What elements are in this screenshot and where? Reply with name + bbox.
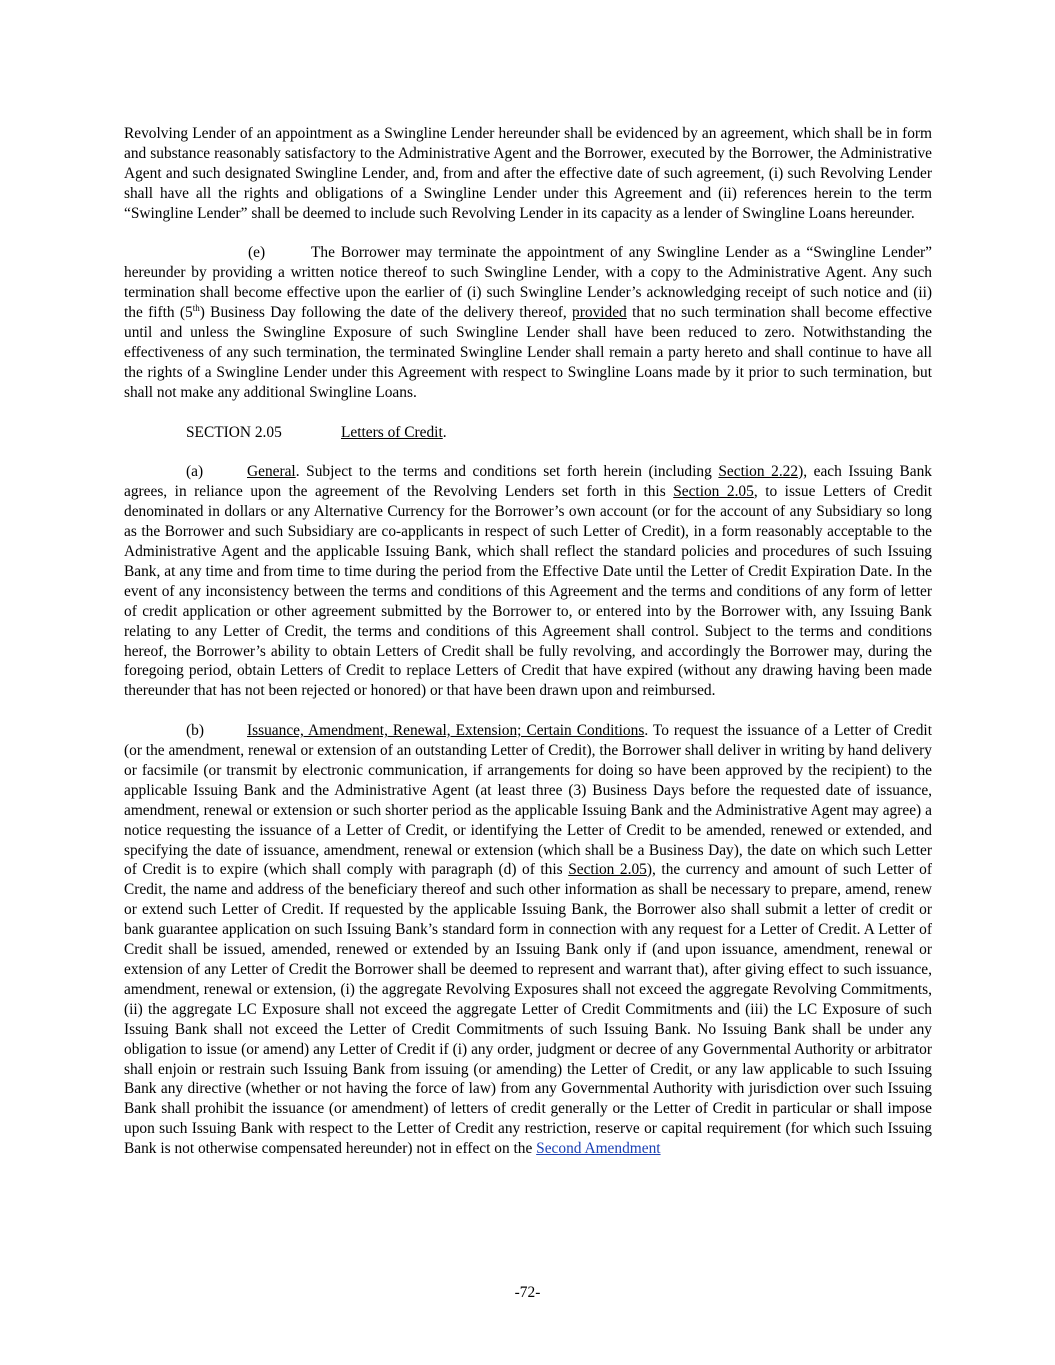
paragraph-continuation: Revolving Lender of an appointment as a Swingline Lender hereunder shall be evidenced by an agreement, which shall be in form and substance reasonably satisfactory to the Administrative Agent and the Borrower, executed by the Borrower, the Administrative Agent and such designated Swingline Lender, and, from and after the effective date of such agreement, (i) such Revolving Lender shall have all the rights and obligations of a Swingline Lender under this Agreement and (ii) references herein to the term “Swingline Lender” shall be deemed to include such Revolving Lender in its capacity as a lender of Swingline Loans hereunder. (124, 125, 932, 222)
paragraph-e (124, 243, 932, 402)
section-title: Letters of Credit (341, 423, 443, 441)
section-title-suffix: . (442, 423, 447, 441)
paragraph-b-text-1: . To request the issuance of a Letter of Credit (or the amendment, renewal or extension of an outstanding Letter of Credit), the Borrower shall deliver in writing by hand delivery or facsimile (or transmit by electronic communication, if arrangements for doing so have been approved by the recipient) to the applicable Issuing Bank and the Administrative Agent (at least three (3) Business Days before the requested date of issuance, amendment, renewal or extension or such shorter period as the applicable Issuing Bank and the Administrative Agent may agree) a notice requesting the issuance of a Letter of Credit, or identifying the Letter of Credit to be amended, renewed or extended, and specifying the date of issuance, amendment, renewal or extension (which shall be a Business Day), the date on which such Letter of Credit is to expire (which shall comply with paragraph (d) of this (124, 722, 932, 879)
paragraph-e-label: (e) (248, 244, 266, 262)
paragraph-a-heading: General (247, 463, 296, 481)
section-ref-2-05: Section 2.05 (673, 483, 754, 501)
paragraph-e-text-2: ) Business Day following the date of the delivery thereof, (199, 304, 573, 322)
paragraph-b-label: (b) (186, 722, 204, 740)
paragraph-a-text-1: . Subject to the terms and conditions set forth herein (including (295, 463, 719, 481)
paragraph-b (124, 721, 932, 1159)
paragraph-e-text-1: The Borrower may terminate the appointment of any Swingline Lender as a “Swingline Lender” hereunder by providing a written notice thereof to such Swingline Lender, with a copy to the Administrative Agent. Any such termination shall become effective upon the earlier of (i) such Swingline Lender’s acknowledging receipt of such notice and (ii) the fifth (5 (124, 244, 932, 322)
document-body (124, 124, 932, 1179)
paragraph-b-heading: Issuance, Amendment, Renewal, Extension; Certain Conditions (247, 722, 645, 740)
provided-term: provided (572, 304, 627, 322)
paragraph-a-text-3: , to issue Letters of Credit denominated in dollars or any Alternative Currency for the Borrower’s own account (or for the account of any Subsidiary so long as the Borrower and such Subsidiary are co-applicants in respect of such Letter of Credit), in a form reasonably acceptable to the Administrative Agent and the applicable Issuing Bank, which shall reflect the standard policies and procedures of such Issuing Bank, at any time and from time to time during the period from the Effective Date until the Letter of Credit Expiration Date. In the event of any inconsistency between the terms and conditions of this Agreement and the terms and conditions of any form of letter of credit application or other agreement submitted by the Borrower to, or entered into by the Borrower with, any Issuing Bank relating to any Letter of Credit, the terms and conditions of this Agreement shall control. Subject to the terms and conditions hereof, the Borrower’s ability to obtain Letters of Credit shall be fully revolving, and accordingly the Borrower may, during the foregoing period, obtain Letters of Credit to replace Letters of Credit that have expired (without any drawing having been made thereunder that has not been rejected or honored) or that have been drawn upon and reimbursed. (124, 483, 933, 700)
section-heading (124, 423, 932, 443)
second-amendment-link[interactable]: Second Amendment (536, 1140, 661, 1158)
paragraph-a-text-2: ), each Issuing Bank agrees, in reliance upon the agreement of the Revolving Lenders set forth in this (124, 463, 932, 501)
section-number: SECTION 2.05 (186, 423, 282, 441)
section-ref-2-22: Section 2.22 (718, 463, 799, 481)
paragraph-e-superscript: th (192, 303, 200, 314)
paragraph-e-text-3: that no such termination shall become effective until and unless the Swingline Exposure of such Swingline Lender shall have been reduced to zero. Notwithstanding the effectiveness of any such termination, the terminated Swingline Lender shall remain a party hereto and shall continue to have all the rights of a Swingline Lender under this Agreement with respect to Swingline Loans made by it prior to such termination, but shall not make any additional Swingline Loans. (124, 304, 932, 401)
paragraph-b-text-2: ), the currency and amount of such Letter of Credit, the name and address of the beneficiary thereof and such other information as shall be necessary to prepare, amend, renew or extend such Letter of Credit. If requested by the applicable Issuing Bank, the Borrower also shall submit a letter of credit or bank guarantee application on such Issuing Bank’s standard form in connection with any request for a Letter of Credit. A Letter of Credit shall be issued, amended, renewed or extended by an Issuing Bank only if (and upon issuance, amendment, renewal or extension of any Letter of Credit the Borrower shall be deemed to represent and warrant that), after giving effect to such issuance, amendment, renewal or extension, (i) the aggregate Revolving Exposures shall not exceed the aggregate Revolving Commitments, (ii) the aggregate LC Exposure shall not exceed the aggregate Letter of Credit Commitments and (iii) the LC Exposure of such Issuing Bank shall not exceed the Letter of Credit Commitments of such Issuing Bank. No Issuing Bank shall be under any obligation to issue (or amend) any Letter of Credit if (i) any order, judgment or decree of any Governmental Authority or arbitrator shall enjoin or restrain such Issuing Bank from issuing (or amending) the Letter of Credit, or any law applicable to such Issuing Bank any directive (whether or not having the force of law) from any Governmental Authority with jurisdiction over such Issuing Bank shall prohibit the issuance (or amendment) of letters of credit generally or the Letter of Credit in particular or shall impose upon such Issuing Bank with respect to the Letter of Credit any restriction, reserve or capital requirement (for which such Issuing Bank is not otherwise compensated hereunder) not in effect on the (124, 861, 932, 1158)
paragraph-a (124, 462, 932, 701)
section-ref-2-05-b: Section 2.05 (568, 861, 647, 879)
page-number: -72- (514, 1284, 541, 1301)
paragraph-a-label: (a) (186, 463, 204, 481)
